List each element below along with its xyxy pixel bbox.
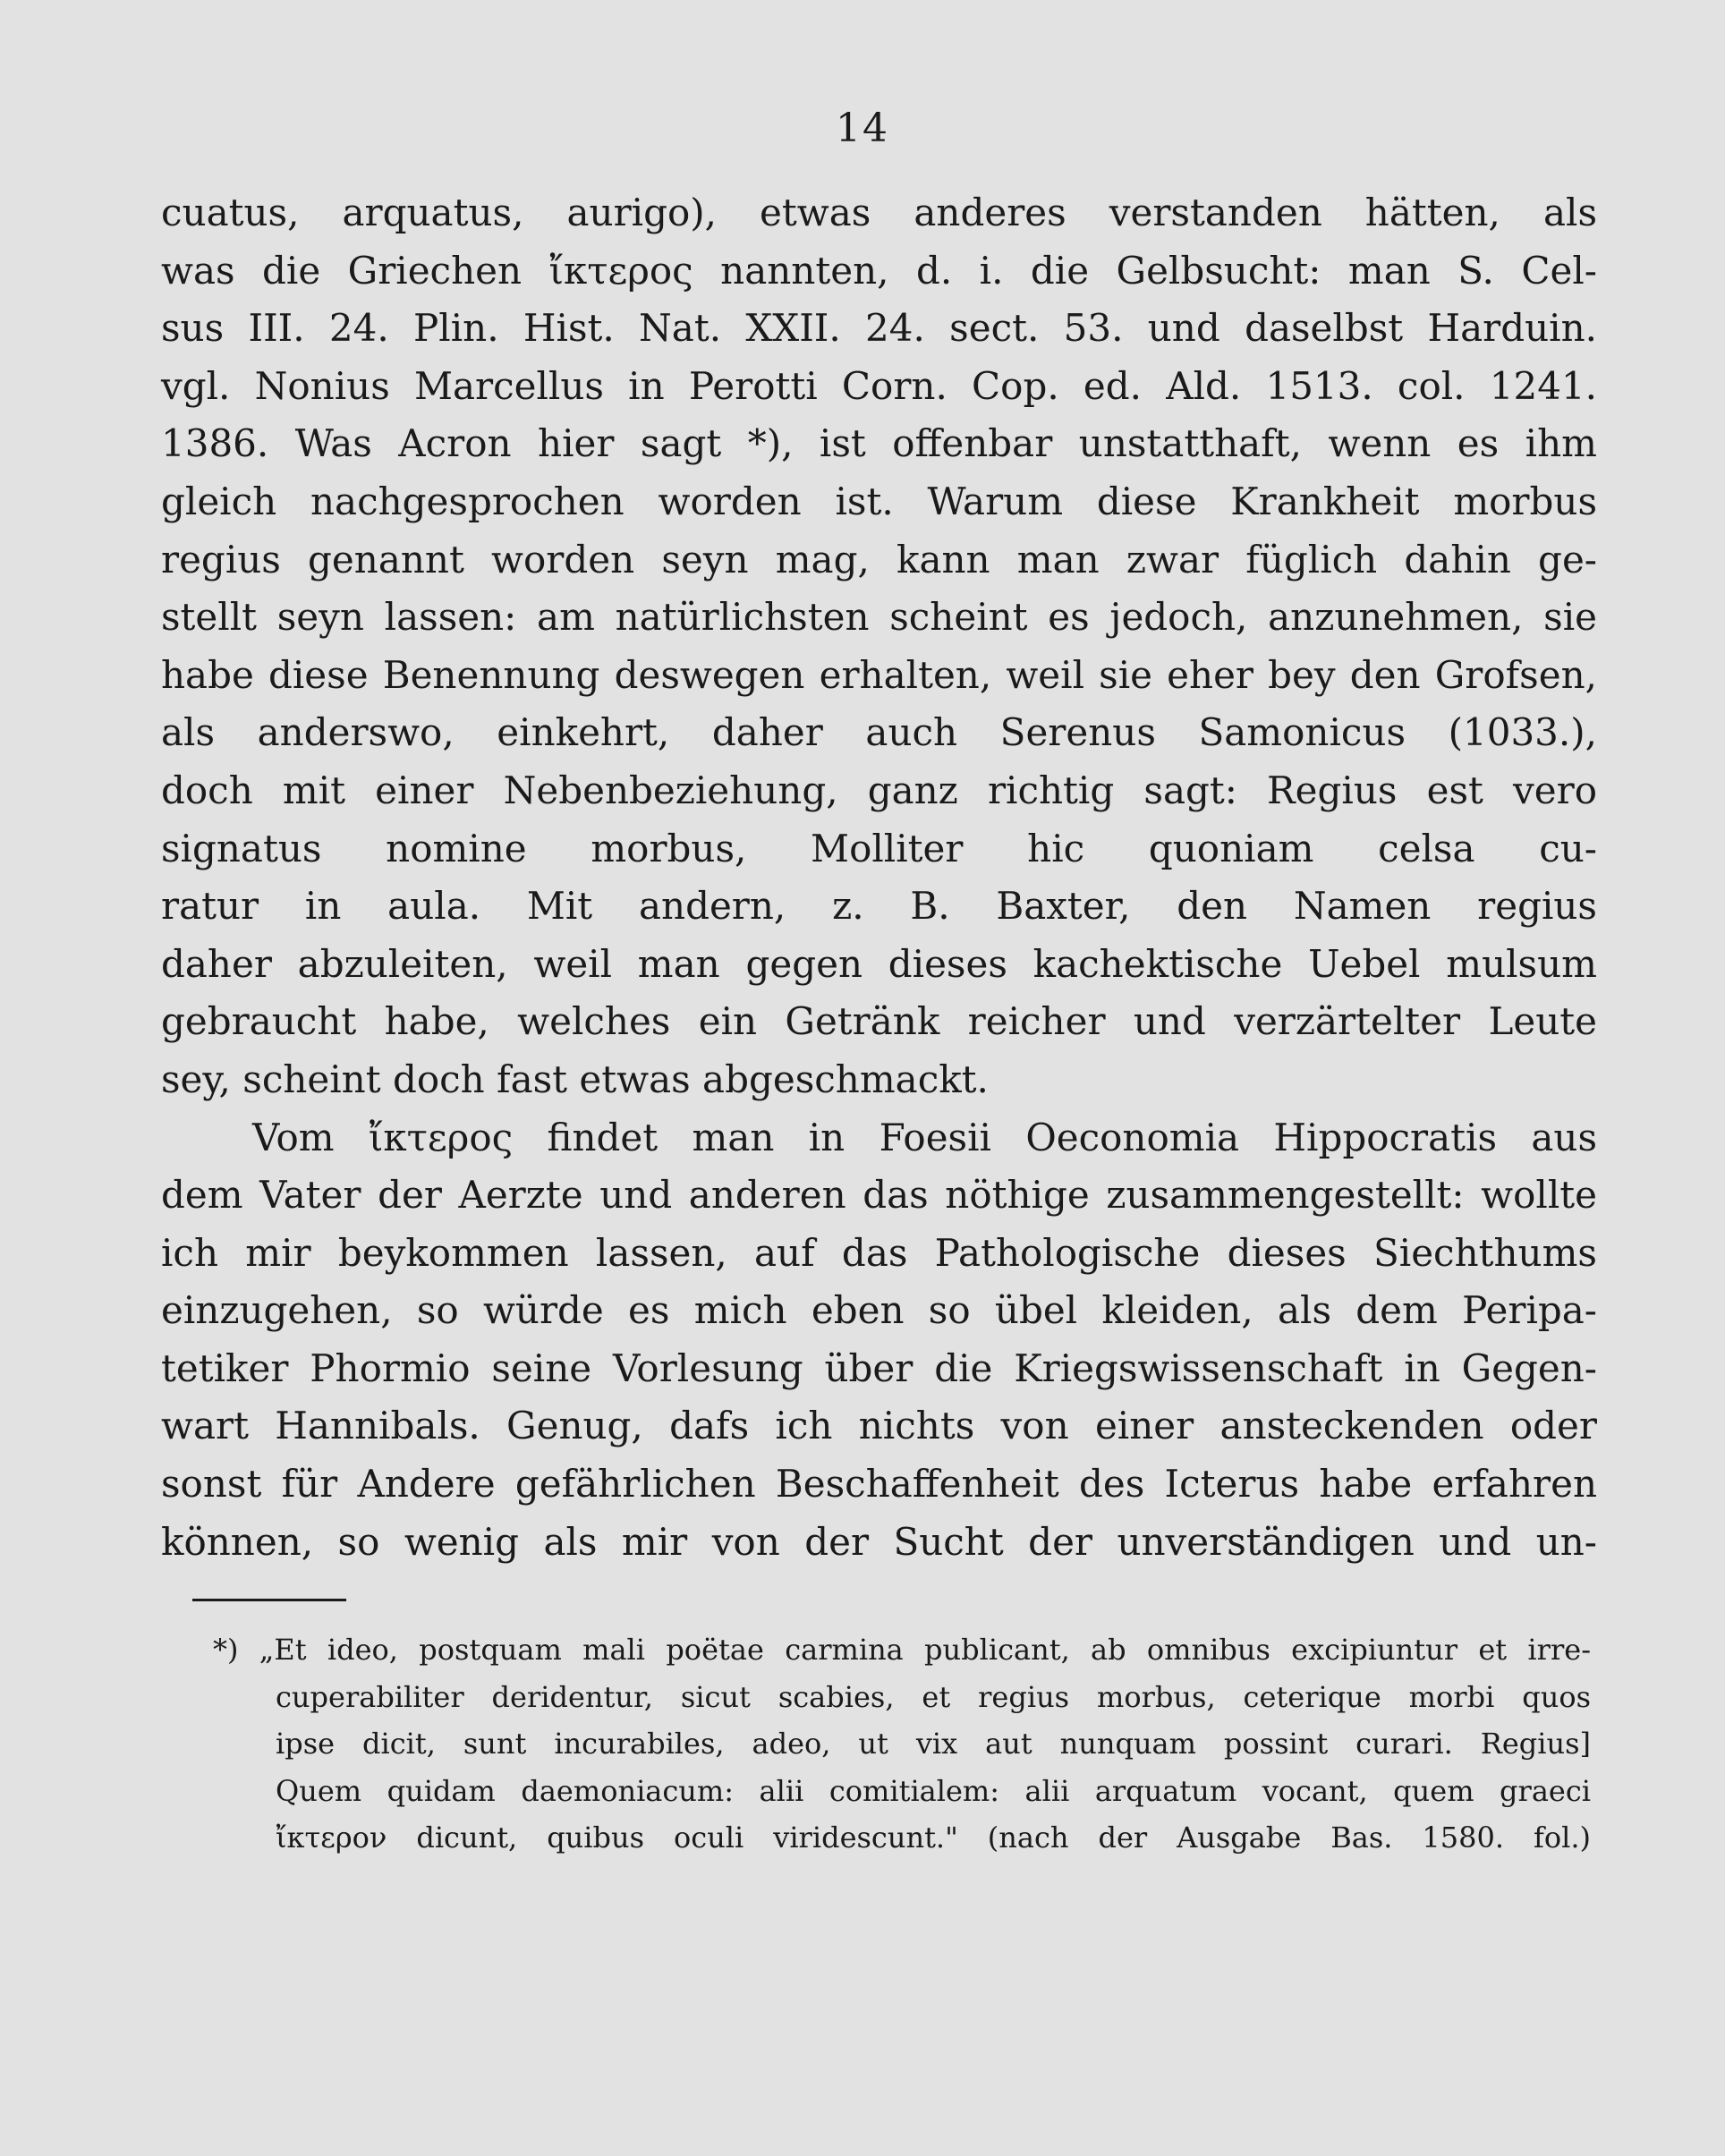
text-line: einzugehen, so würde es mich eben so übel kleiden, als dem Peripa- (161, 1288, 1597, 1333)
text-line: können, so wenig als mir von der Sucht der unverständigen und un- (161, 1519, 1597, 1564)
text-line: signatus nomine morbus, Molliter hic quoniam celsa cu- (161, 826, 1597, 870)
body-text (161, 184, 1597, 1571)
page-number: 14 (836, 106, 889, 151)
text-line: stellt seyn lassen: am natürlichsten scheint es jedoch, anzunehmen, sie (161, 595, 1597, 640)
footnote-line: Quem quidam daemoniacum: alii comitialem: alii arquatum vocant, quem graeci (276, 1773, 1591, 1808)
text-line: gebraucht habe, welches ein Getränk reicher und verzärtelter Leute (161, 999, 1597, 1044)
text-line: tetiker Phormio seine Vorlesung über die Kriegswissenschaft in Gegen- (161, 1345, 1597, 1390)
text-line: ratur in aula. Mit andern, z. B. Baxter, den Namen regius (161, 884, 1597, 929)
text-line: gleich nachgesprochen worden ist. Warum diese Krankheit morbus (161, 479, 1597, 523)
text-line: habe diese Benennung deswegen erhalten, weil sie eher bey den Grofsen, (161, 652, 1597, 697)
footnote-line: cuperabiliter deridentur, sicut scabies, et regius morbus, ceterique morbi quos (276, 1679, 1591, 1714)
text-line: cuatus, arquatus, aurigo), etwas anderes verstanden hätten, als (161, 191, 1597, 234)
text-line: sey, scheint doch fast etwas abgeschmackt. (161, 1057, 989, 1101)
footnote-line: *) „Et ideo, postquam mali poëtae carmina publicant, ab omnibus excipiuntur et irre- (213, 1633, 1591, 1667)
text-line: als anderswo, einkehrt, daher auch Serenus Samonicus (1033.), (161, 710, 1597, 755)
text-line: sonst für Andere gefährlichen Beschaffenheit des Icterus habe erfahren (161, 1462, 1597, 1507)
text-line: vgl. Nonius Marcellus in Perotti Corn. Cop. ed. Ald. 1513. col. 1241. (161, 363, 1597, 408)
text-line: ich mir beykommen lassen, auf das Pathologische dieses Siechthums (161, 1230, 1597, 1275)
text-line: sus III. 24. Plin. Hist. Nat. XXII. 24. sect. 53. und daselbst Harduin. (161, 306, 1597, 351)
text-line: Vom ἴκτερος findet man in Foesii Oeconomia Hippocratis aus (252, 1115, 1597, 1159)
footnote-line: ἴκτερον dicunt, quibus oculi viridescunt." (nach der Ausgabe Bas. 1580. fol.) (276, 1821, 1591, 1855)
text-line: was die Griechen ἴκτερος nannten, d. i. die Gelbsucht: man S. Cel- (161, 248, 1597, 293)
text-line: regius genannt worden seyn mag, kann man zwar füglich dahin ge- (161, 537, 1597, 581)
text-line: dem Vater der Aerzte und anderen das nöthige zusammengestellt: wollte (161, 1173, 1597, 1218)
text-line: wart Hannibals. Genug, dafs ich nichts von einer ansteckenden oder (161, 1404, 1597, 1448)
footnote (213, 1626, 1591, 1862)
text-line: doch mit einer Nebenbeziehung, ganz richtig sagt: Regius est vero (161, 768, 1597, 812)
text-line: daher abzuleiten, weil man gegen dieses kachektische Uebel mulsum (161, 941, 1597, 986)
footnote-divider (192, 1599, 346, 1601)
footnote-line: ipse dicit, sunt incurabiles, adeo, ut vix aut nunquam possint curari. Regius] (276, 1727, 1591, 1761)
text-line: 1386. Was Acron hier sagt *), ist offenbar unstatthaft, wenn es ihm (161, 421, 1597, 466)
